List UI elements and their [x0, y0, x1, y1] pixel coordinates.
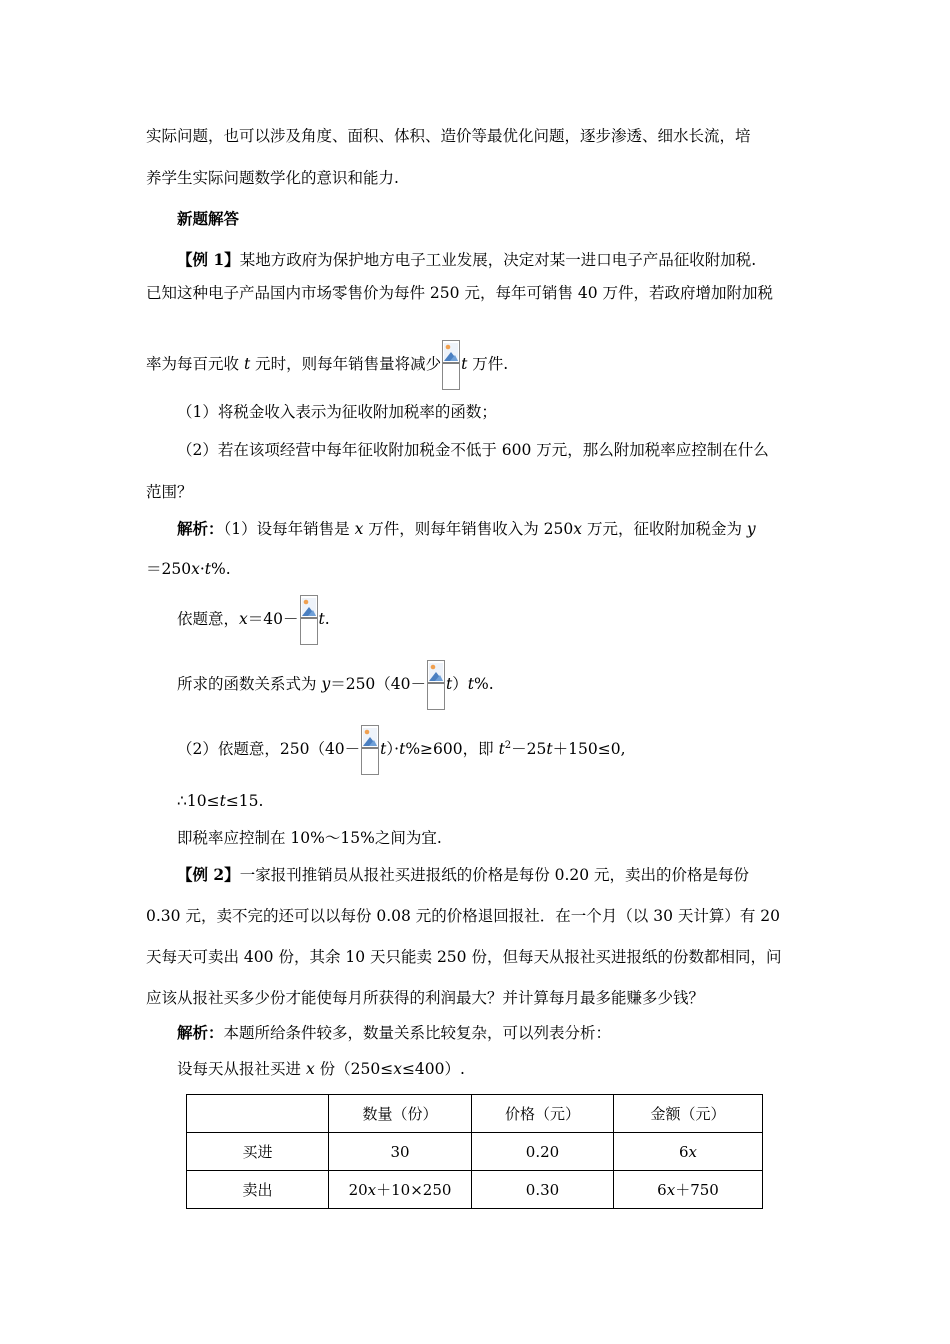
table-header-cell: 价格（元）	[472, 1095, 614, 1133]
example2-line-2: 0.30 元，卖不完的还可以以每份 0.08 元的价格退回报社．在一个月（以 30 天计算）有 20	[146, 907, 781, 925]
solution1-line-1: 解析：（1）设每年销售是 x 万件，则每年销售收入为 250x 万元，征收附加税金为 y	[177, 519, 756, 538]
question-1: （1）将税金收入表示为征收附加税率的函数；	[177, 403, 497, 421]
example1-line-1	[177, 249, 756, 271]
fraction-image-icon	[427, 660, 445, 710]
example1-text: 某地方政府为保护地方电子工业发展，决定对某一进口电子产品征收附加税.	[239, 251, 757, 269]
solution1-line-2: ＝250x·t%.	[146, 560, 231, 578]
example1-line-2: 已知这种电子产品国内市场零售价为每件 250 元，每年可销售 40 万件，若政府增加附加税	[146, 284, 774, 302]
table-row	[187, 1133, 763, 1171]
table-header-cell	[187, 1095, 329, 1133]
table-cell: 30	[329, 1133, 472, 1171]
example2-line-3: 天每天可卖出 400 份，其余 10 天只能卖 250 份，但每天从报社买进报纸的份数都相同，问	[146, 948, 782, 966]
table-cell: 买进	[187, 1133, 329, 1171]
solution2-line-1: 解析：本题所给条件较多，数量关系比较复杂，可以列表分析：	[177, 1023, 612, 1042]
question-2-cont: 范围？	[146, 483, 193, 501]
analysis-table	[186, 1094, 763, 1209]
table-row	[187, 1171, 763, 1209]
intro-line-2: 养学生实际问题数学化的意识和能力.	[146, 169, 399, 187]
table-cell: 0.30	[472, 1171, 614, 1209]
table-cell: 20x＋10×250	[329, 1171, 472, 1209]
table-cell: 6x＋750	[614, 1171, 763, 1209]
example2-label: 【例 2】	[177, 865, 240, 884]
table-cell: 0.20	[472, 1133, 614, 1171]
question-2: （2）若在该项经营中每年征收附加税金不低于 600 万元，那么附加税率应控制在什么	[177, 441, 769, 459]
fraction-image-icon	[300, 595, 318, 645]
intro-line-1: 实际问题，也可以涉及角度、面积、体积、造价等最优化问题，逐步渗透、细水长流，培	[146, 127, 751, 145]
fraction-image-icon	[442, 340, 460, 390]
example2-line-1: 【例 2】一家报刊推销员从报社买进报纸的价格是每份 0.20 元，卖出的价格是每份	[177, 865, 750, 884]
solution1-line-6: ∴10≤t≤15.	[177, 792, 264, 810]
solution1-line-4: 所求的函数关系式为 y＝250（40－ t）t%.	[177, 659, 494, 710]
fraction-image-icon	[361, 725, 379, 775]
example2-line-4: 应该从报社买多少份才能使每月所获得的利润最大？并计算每月最多能赚多少钱？	[146, 989, 705, 1007]
table-header-row	[187, 1095, 763, 1133]
table-header-cell: 数量（份）	[329, 1095, 472, 1133]
example1-line-3: 率为每百元收 t 元时，则每年销售量将减少 t 万件.	[146, 339, 508, 390]
section-title: 新题解答	[177, 209, 240, 228]
solution1-line-3: 依题意，x＝40－ t.	[177, 594, 330, 645]
example1-label: 【例 1】	[177, 250, 240, 269]
table-header-cell: 金额（元）	[614, 1095, 763, 1133]
table-cell: 卖出	[187, 1171, 329, 1209]
solution1-line-7: 即税率应控制在 10%～15%之间为宜.	[177, 829, 442, 847]
solution2-line-2: 设每天从报社买进 x 份（250≤x≤400）.	[177, 1060, 465, 1078]
solution1-line-5: （2）依题意，250（40－ t）·t%≥600，即 $t^2-25t+150\le 0$,	[177, 721, 626, 775]
table-cell: 6x	[614, 1133, 763, 1171]
